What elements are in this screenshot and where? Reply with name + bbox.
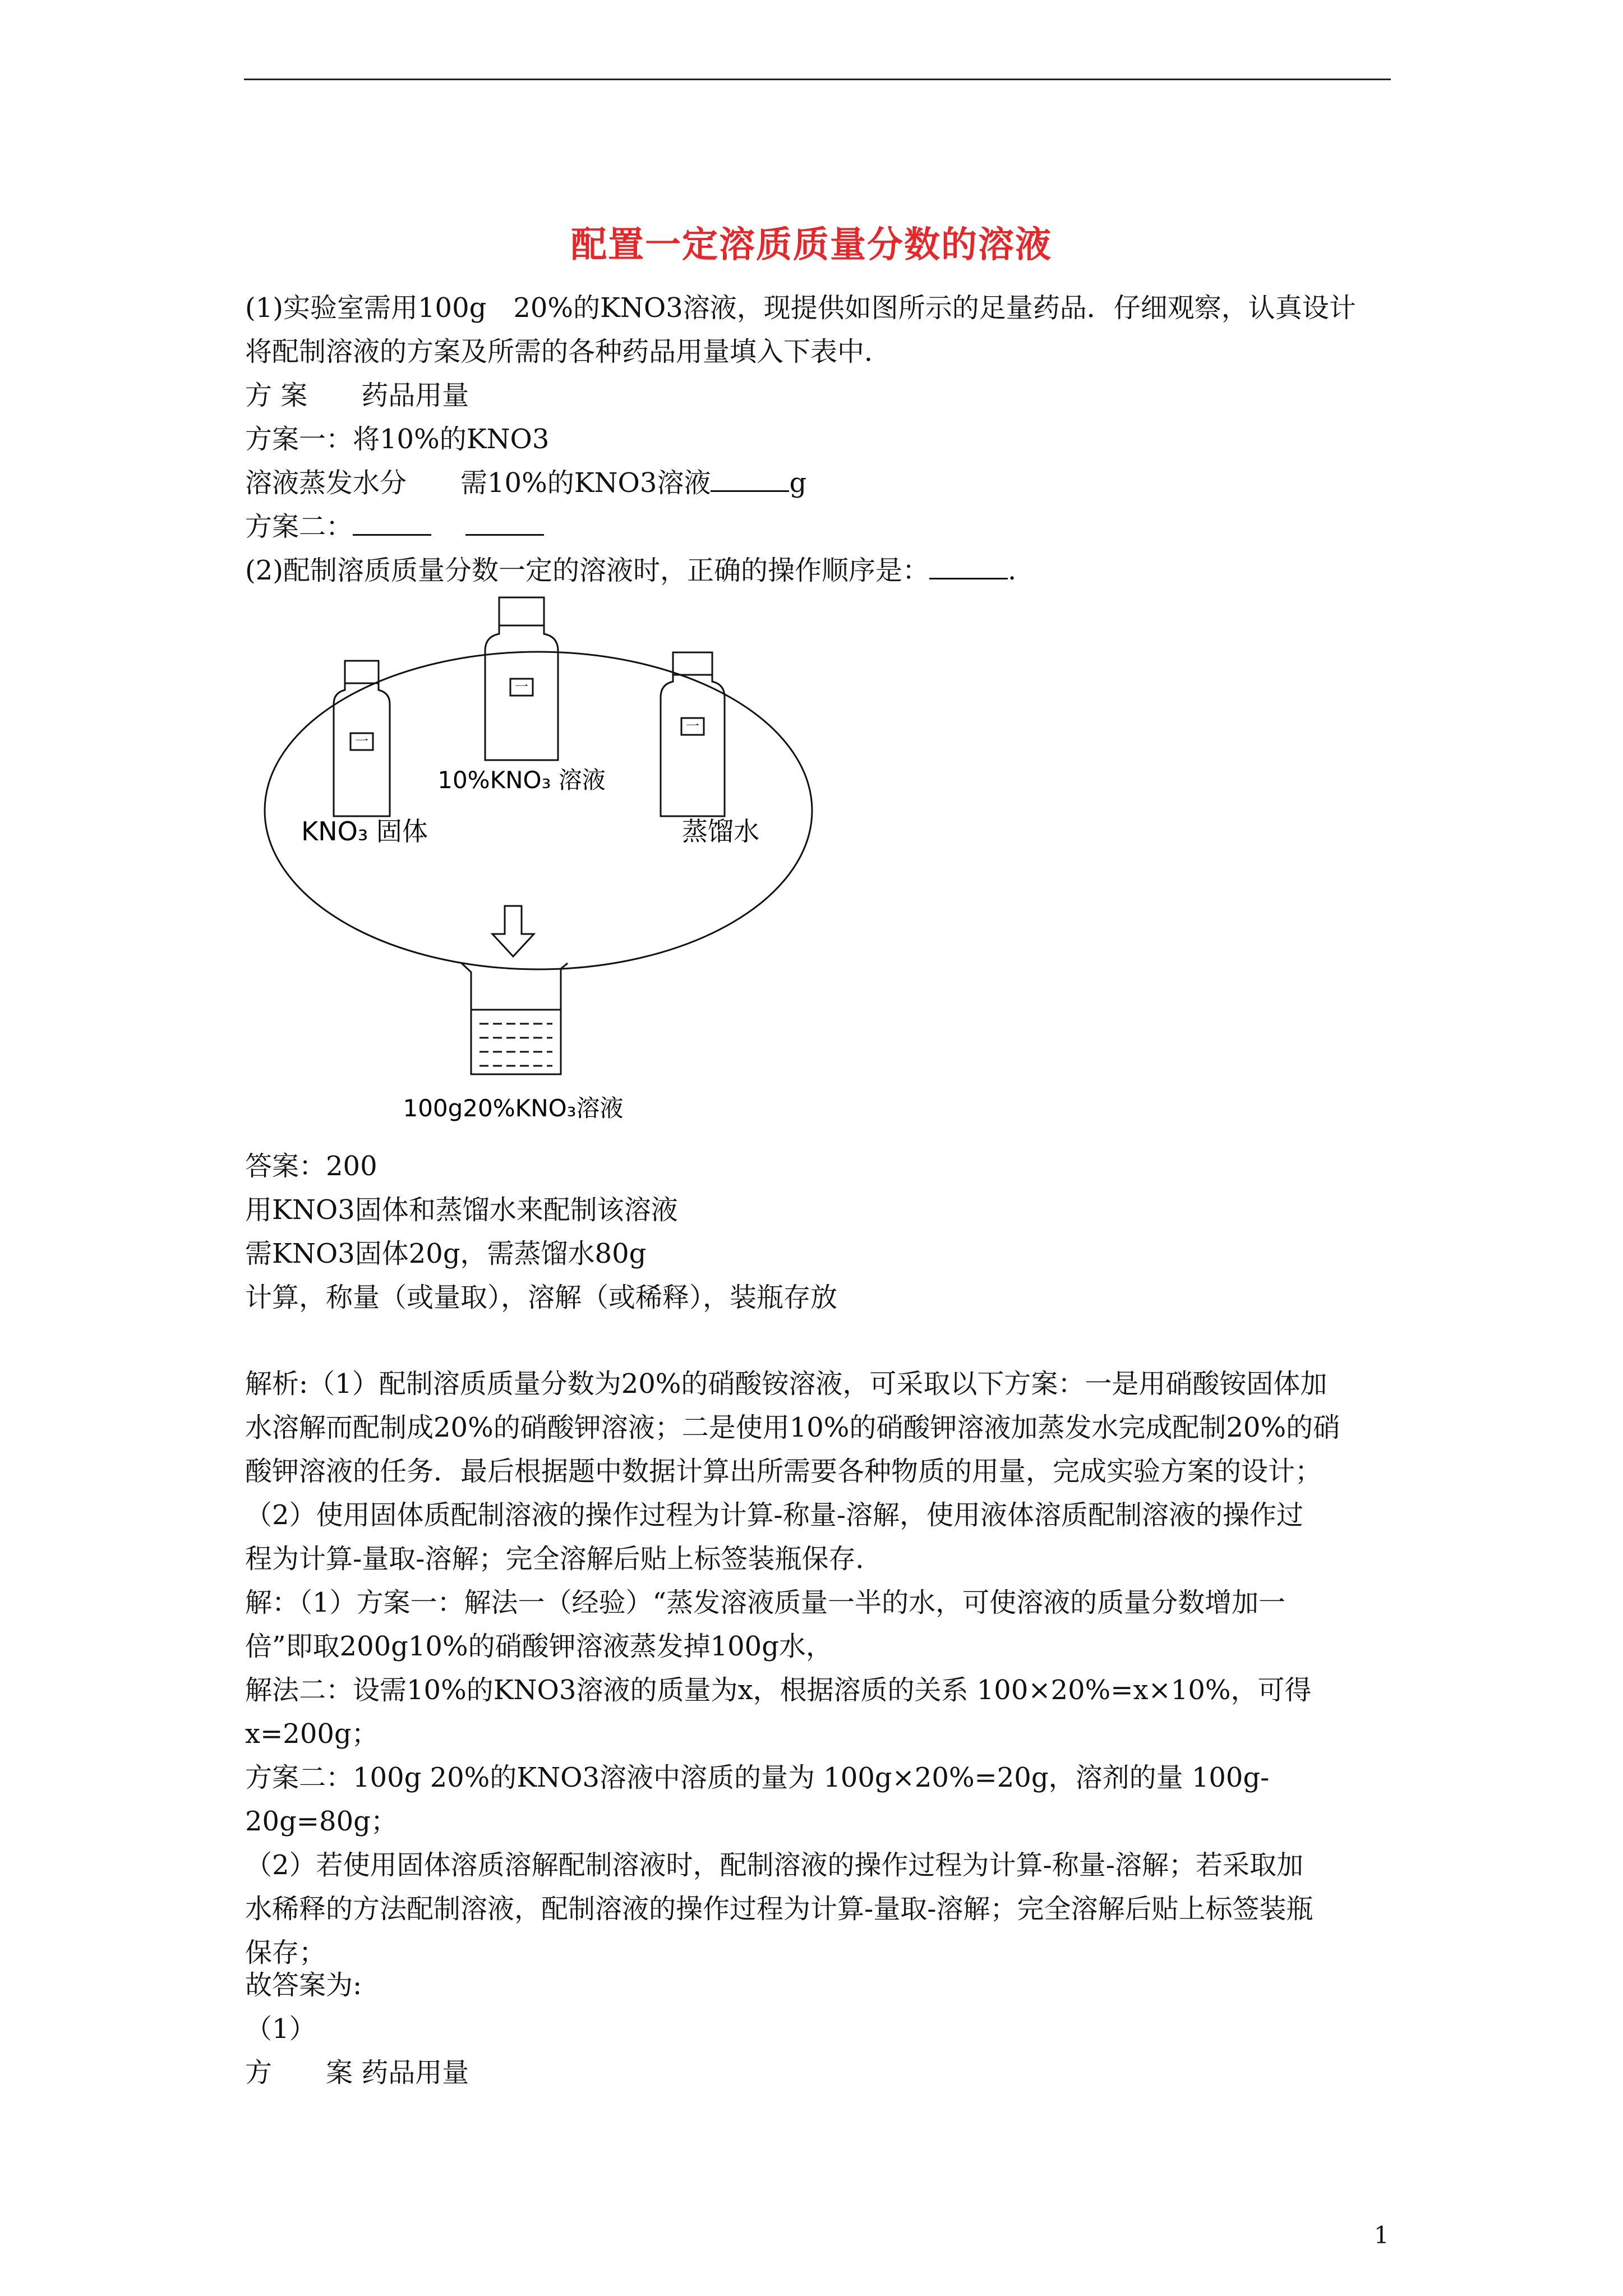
- beaker: [462, 963, 568, 1074]
- q1-line1: (1)实验室需用100g 20%的KNO3溶液，现提供如图所示的足量药品．仔细观察，认真设计: [245, 292, 1356, 324]
- analysis-line: 酸钾溶液的任务．最后根据题中数据计算出所需要各种物质的用量，完成实验方案的设计；: [245, 1456, 1322, 1487]
- question-block: [245, 286, 1389, 592]
- plan1-a: 方案一：将10%的KNO3: [245, 424, 550, 455]
- final-line3: 方 案 药品用量: [245, 2057, 469, 2088]
- reagent-ellipse: [265, 652, 812, 969]
- final-line2: （1）: [245, 2013, 316, 2045]
- analysis-line: 倍”即取200g10%的硝酸钾溶液蒸发掉100g水，: [245, 1631, 833, 1662]
- answer-block: [245, 1144, 1389, 1319]
- final-answer-block: [245, 1963, 1389, 2095]
- analysis-line: x=200g；: [245, 1718, 379, 1750]
- analysis-block: [245, 1362, 1389, 1975]
- kno3-solid-caption: KNO₃ 固体: [301, 816, 428, 846]
- kno3-solution-bottle-label: 一: [515, 679, 528, 694]
- blank-3: [465, 514, 544, 536]
- q2-line: [245, 549, 1389, 592]
- plan2-line: [245, 505, 1389, 549]
- answer-line2: 用KNO3固体和蒸馏水来配制该溶液: [245, 1194, 678, 1226]
- blank-2: [353, 514, 431, 536]
- blank-1: [711, 470, 789, 492]
- result-caption: 100g20%KNO₃溶液: [403, 1094, 624, 1122]
- analysis-line: 解析:（1）配制溶质质量分数为20%的硝酸铵溶液，可采取以下方案：一是用硝酸铵固体加: [245, 1368, 1327, 1400]
- plan1-unit: g: [789, 467, 807, 499]
- page-title: 配置一定溶质质量分数的溶液: [571, 224, 1052, 266]
- water-caption: 蒸馏水: [682, 816, 759, 846]
- final-line1: 故答案为:: [245, 1970, 362, 2001]
- kno3-solid-bottle-label: 一: [355, 733, 368, 749]
- analysis-line: （2）使用固体质配制溶液的操作过程为计算-称量-溶解，使用液体溶质配制溶液的操作过: [245, 1499, 1303, 1531]
- analysis-line: （2）若使用固体溶质溶解配制溶液时，配制溶液的操作过程为计算-称量-溶解；若采取加: [245, 1849, 1303, 1881]
- water-bottle-label: 一: [686, 718, 699, 734]
- beaker-liquid: [479, 1024, 552, 1066]
- answer-line1: 答案：200: [245, 1151, 377, 1182]
- page-number: 1: [1374, 2221, 1389, 2249]
- q2-end: .: [1008, 555, 1017, 586]
- answer-line4: 计算，称量（或量取），溶解（或稀释），装瓶存放: [245, 1282, 838, 1313]
- analysis-line: 程为计算-量取-溶解；完全溶解后贴上标签装瓶保存．: [245, 1543, 883, 1575]
- analysis-line: 水稀释的方法配制溶液，配制溶液的操作过程为计算-量取-溶解；完全溶解后贴上标签装瓶: [245, 1893, 1313, 1925]
- kno3-solution-caption: 10%KNO₃ 溶液: [437, 766, 606, 794]
- q2: (2)配制溶质质量分数一定的溶液时，正确的操作顺序是：: [245, 555, 929, 586]
- analysis-line: 解法二：设需10%的KNO3溶液的质量为x，根据溶质的关系 100×20%=x×10%，可得: [245, 1674, 1312, 1706]
- analysis-line: 保存；: [245, 1937, 326, 1968]
- analysis-line: 水溶解而配制成20%的硝酸钾溶液；二是使用10%的硝酸钾溶液加蒸发水完成配制20%的硝: [245, 1412, 1340, 1443]
- reagent-figure: [241, 592, 836, 1136]
- analysis-line: 方案二：100g 20%的KNO3溶液中溶质的量为 100g×20%=20g，溶剂的量 100g-20g=80g；: [245, 1762, 1270, 1837]
- plan1-b-line: [245, 461, 1389, 505]
- analysis-line: 解：（1）方案一：解法一（经验）“蒸发溶液质量一半的水，可使溶液的质量分数增加一: [245, 1587, 1286, 1618]
- table-header: 方 案 药品用量: [245, 380, 469, 411]
- plan2: 方案二：: [245, 511, 353, 542]
- answer-line3: 需KNO3固体20g，需蒸馏水80g: [245, 1238, 647, 1269]
- blank-4: [929, 558, 1008, 579]
- header-rule: [244, 79, 1391, 80]
- down-arrow: [492, 906, 534, 956]
- plan1-b: 溶液蒸发水分 需10%的KNO3溶液: [245, 467, 711, 499]
- q1-line2: 将配制溶液的方案及所需的各种药品用量填入下表中．: [245, 336, 892, 367]
- water-bottle: [661, 652, 725, 816]
